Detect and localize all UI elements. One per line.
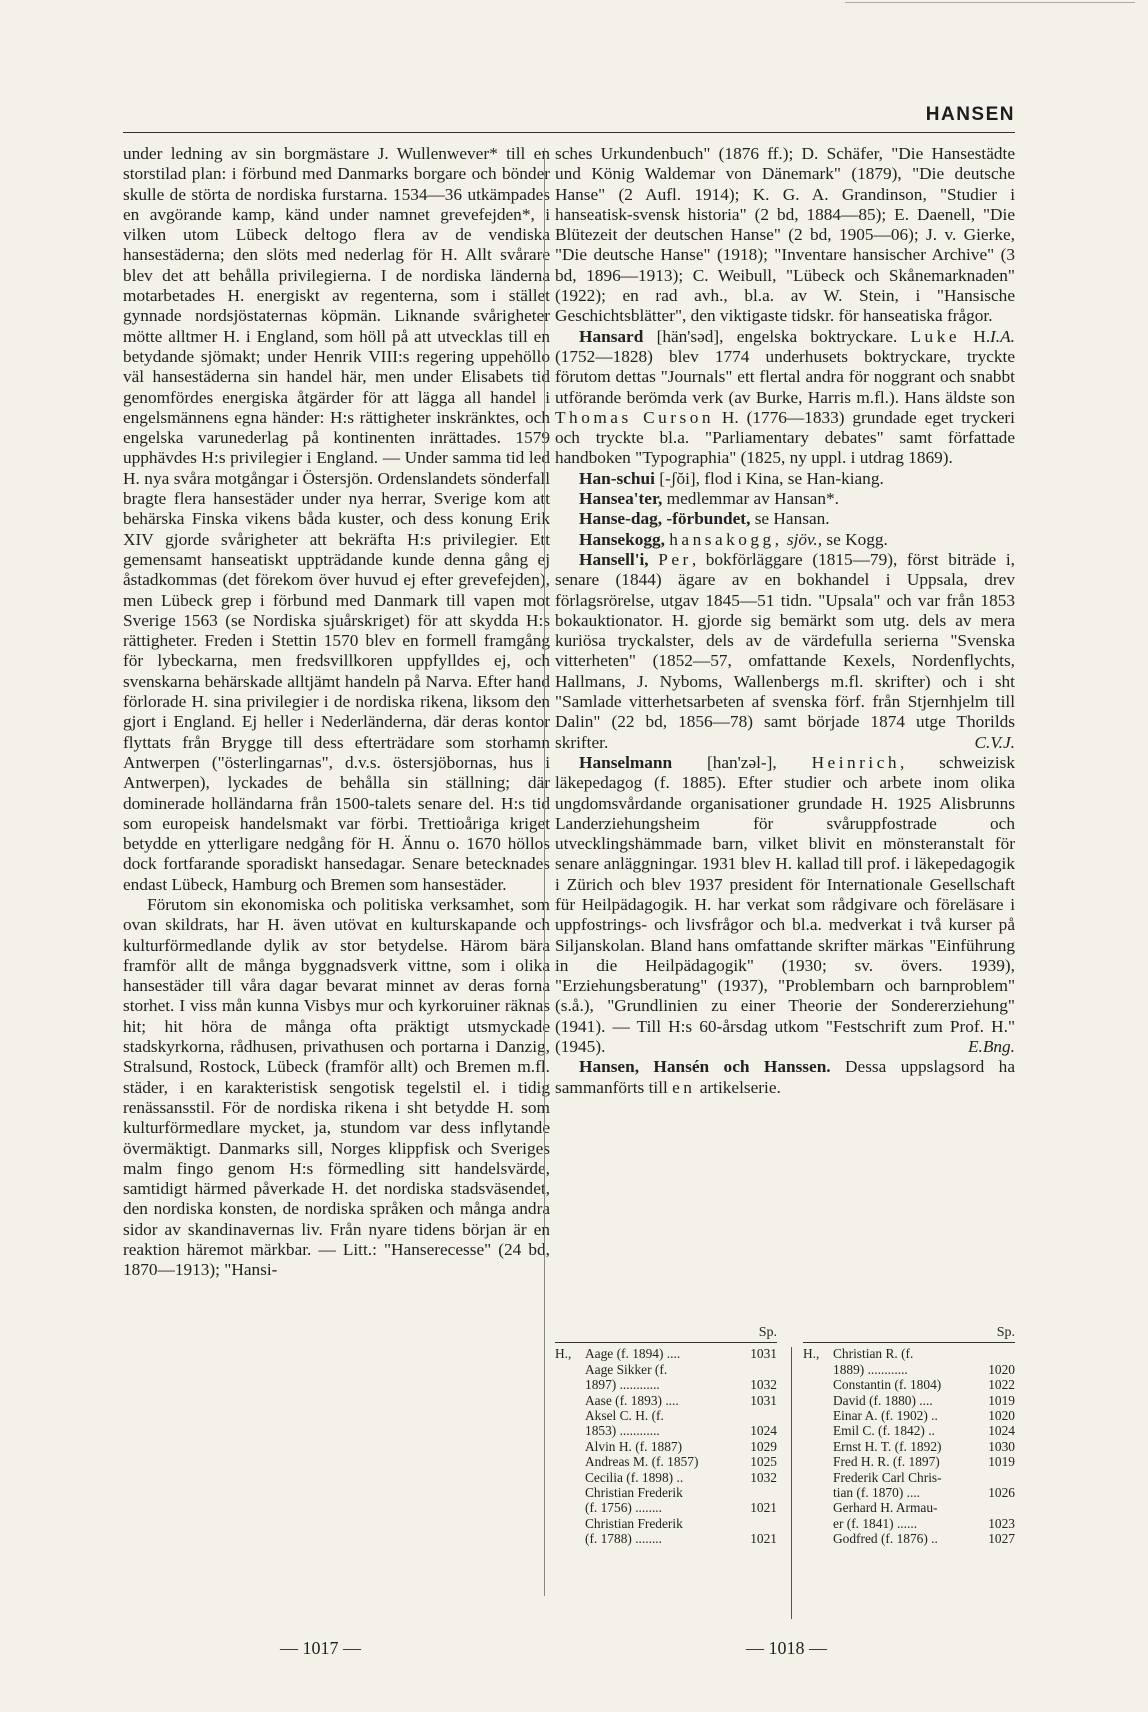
entry-hanselmann: Hanselmann [han'zəl-], Heinrich, schweizisk läkepedagog (f. 1885). Efter studier och arbete inom olika ungdomsvårdande organisationer grundade H. 1925 Alisbrunns Landerziehungsheim för svåruppfostrade och utvecklingshämmade barn, vilket blivit en mönsteranstalt för senare anläggningar. 1931 blev H. kallad till prof. i läkepedagogik i Zürich och blev 1937 president för Internationale Gesellschaft für Heilpädagogik. H. har verkat som rådgivare och föreläsare i uppfostrings- och livsfrågor och bl.a. medverkat i två kurser på Siljanskolan. Bland hans omfattande skrifter märkas "Einführung in die Heilpädagogik" (1930; sv. övers. 1939), "Erziehungsberatung" (1937), "Problembarn och barnproblem" (s.å.), "Grundlinien zu einer Theorie der Sondererziehung" (1941). — Till H:s 60-årsdag utkom "Festschrift zum Prof. H." (1945). E.Bng. <box>555 752 1016 1057</box>
index-entry: (f. 1756) ........ 1021 <box>585 1500 777 1516</box>
index-rule <box>555 1342 777 1343</box>
headword: Hanse-dag, -förbundet, <box>579 509 751 529</box>
headword: Hansen, Hansén och Hanssen. <box>579 1057 831 1077</box>
entry-hansan-continuation: sches Urkundenbuch" (1876 ff.); D. Schäfer, "Die Hansestädte und König Waldemar von Dänemark" (1879), "Die deutsche Hanse" (2 Aufl. 1914); K. G. A. Grandinson, "Studier i hanseatisk-svensk historia" (2 bd, 1884—85); E. Daenell, "Die Blütezeit der deutschen Hanse" (2 bd, 1905—06); J. v. Gierke, "Die deutsche Hanse" (1918); "Inventare hansischer Archive" (3 bd, 1896—1913); C. Weibull, "Lübeck och Skånemarknaden" (1922); en rad avh., bl.a. av W. Stein, i "Hansische Geschichtsblätter", den viktigaste tidskr. för hanseatiska frågor. I.A. <box>555 144 1015 346</box>
index-entry: tian (f. 1870) .... 1026 <box>833 1485 1015 1501</box>
index-column-header: Sp. <box>996 1325 1015 1340</box>
signature: E.Bng. <box>967 1037 1015 1057</box>
index-entry: Christian R. (f. <box>833 1346 914 1362</box>
index-entry: David (f. 1880) .... 1019 <box>833 1392 1015 1408</box>
index-entry: Christian Frederik <box>585 1515 683 1531</box>
index-prefix: H., <box>555 1346 572 1362</box>
index-entry: er (f. 1841) ...... 1023 <box>833 1515 1015 1531</box>
signature: C.V.J. <box>974 732 1015 752</box>
headword: Han-schui <box>579 468 655 488</box>
index-list-a <box>585 1346 777 1546</box>
index-entry: Alvin H. (f. 1887) 1029 <box>585 1438 777 1454</box>
page-number-right: — 1018 — <box>746 1638 827 1658</box>
entry-hansard: Hansard [hän'səd], engelska boktryckare. Luke H. (1752—1828) blev 1774 underhusets boktryckare, tryckte förutom dettas "Journals" ett flertal andra för noggrant och snabbt utförande berömda verk (av Burke, Harris m.fl.). Hans äldste son Thomas Curson H. (1776—1833) grundade eget tryckeri och tryckte bl.a. "Parliamentary debates" samt författade handboken "Typographia" (1825, ny uppl. i utdrag 1869). <box>555 326 1015 468</box>
index-entry: 1853) ............ 1024 <box>585 1423 777 1439</box>
index-entry: Aage Sikker (f. <box>585 1361 668 1377</box>
index-entry: Emil C. (f. 1842) .. 1024 <box>833 1423 1015 1439</box>
headword: Hansell'i, <box>579 549 649 569</box>
entry-hanseater: Hansea'ter, medlemmar av Hansan*. <box>579 489 839 509</box>
headword: Hansea'ter, <box>579 489 663 509</box>
index-entry: Fred H. R. (f. 1897) 1019 <box>833 1454 1015 1470</box>
index-entry: Gerhard H. Armau- <box>833 1500 938 1516</box>
paragraph: under ledning av sin borgmästare J. Wullenwever* till en storstilad plan: i förbund med Danmarks borgare och bönder skulle de störta de nordiska furstarna. 1534—36 utkämpades en avgörande kamp, känd under namnet grevefejden*, i vilken utom Lübeck deltogo flera av de vendiska hansestäderna; den slöts med nederlag för H. Allt svårare blev det att behålla privilegierna. I de nordiska länderna motarbetades H. energiskt av regenterna, som i stället gynnade nordsjöstaternas köpmän. Liknande svårigheter mötte alltmer H. i England, som höll på att utvecklas till en betydande sjömakt; under Henrik VIII:s regering uppehöllo väl hansestäderna sin handel här, men under Elisabets tid genomfördes energiska åtgärder för att lägga all handel i engelsmännens egna händer: H:s rättigheter inskränktes, och engelska varunederlag på kontinenten inrättades. 1579 upphävdes H:s privilegier i England. — Under samma tid led H. nya svåra motgångar i Östersjön. Ordenslandets sönderfall bragte flera hansestäder under nya herrar, Sverige kom att behärska Finska vikens båda kuster, och dess konung Erik XIV gjorde svårigheter att bekräfta H:s privilegier. Ett gemensamt hanseatiskt uppträdande kunde denna gång ej åstadkommas (det förekom över huvud ej efter grevefejden), men Lübeck grep i förbund med Danmark till vapen mot Sverige 1563 (se Nordiska sjuårskriget) för att skydda H:s rättigheter. Freden i Stettin 1570 blev en formell framgång för lybeckarna, men fredsvillkoren uppfylldes ej, och svenskarna behärskade alltjämt handeln på Narva. Efter hand förlorade H. sina privilegier i de nordiska rikena, liksom den gjort i England. Ej heller i Nederländerna, där deras kontor flyttats från Brygge till dess efterträdare som storhamn Antwerpen ("österlingarnas", d.v.s. östersjöbornas, hus i Antwerpen), lyckades de behålla sin ställning; där dominerade holländarna från 1500-talets senare del. H:s tid som europeisk handelsmakt var förbi. Trettioåriga kriget betydde en ytterligare nedgång för H. Ännu o. 1670 höllos dock fortfarande sporadiskt hansedagar. Senare betecknades endast Lübeck, Hamburg och Bremen som hansestäder. <box>123 144 550 894</box>
entry-hansen: Hansen, Hansén och Hanssen. Dessa uppslagsord ha sammanförts till en artikelserie. <box>555 1057 1015 1097</box>
running-head: HANSEN <box>925 104 1015 125</box>
index-entry: Frederik Carl Chris- <box>833 1469 942 1485</box>
index-entry: 1889) ............ 1020 <box>833 1361 1015 1377</box>
right-column <box>555 144 1015 1098</box>
index-list-b <box>833 1346 1015 1546</box>
left-column <box>123 144 550 1281</box>
index-column-header: Sp. <box>758 1325 777 1340</box>
headword: Hansard <box>579 326 644 346</box>
entry-hansell: Hansell'i, Per, bokförläggare (1815—79), först biträde i, senare (1844) ägare av en bokhandel i Uppsala, drev förlagsrörelse, utgav 1845—51 tidn. "Upsala" och var från 1853 bokauktionator. H. gjorde sig bemärkt som utg. dels av mera kuriösa tryckalster, dels av de värdefulla serierna "Svenska vitterheten" (1852—57, omfattande Kexels, Nordenflychts, Hallmans, J. Nyboms, Wallenbergs m.fl. skrifter) och i sht "Samlade vitterhetsarbeten af svenska förf. från Stjernhjelm till Dalin" (22 bd, 1856—78) samt började 1874 utge Thorilds skrifter. C.V.J. <box>555 549 1015 752</box>
index-column-b <box>803 1325 1015 1547</box>
entry-hanse-dag: Hanse-dag, -förbundet, se Hansan. <box>579 509 830 529</box>
index-rule <box>803 1342 1015 1343</box>
headword: Hansekogg, <box>579 529 665 549</box>
header-rule <box>123 132 1015 133</box>
column-divider <box>544 148 545 1596</box>
index-prefix: H., <box>803 1346 820 1362</box>
index-entry: Ernst H. T. (f. 1892) 1030 <box>833 1438 1015 1454</box>
index-divider <box>791 1347 792 1619</box>
index-entry: Einar A. (f. 1902) .. 1020 <box>833 1408 1015 1424</box>
page-number-left: — 1017 — <box>280 1638 361 1658</box>
signature: I.A. <box>990 326 1015 346</box>
entry-han-schui: Han-schui [-ʃŏi], flod i Kina, se Han-kiang. <box>579 468 884 488</box>
index-entry: 1897) ............ 1032 <box>585 1377 777 1393</box>
index-column-a <box>555 1325 777 1547</box>
top-edge-rule <box>845 2 1135 3</box>
index-entry: Godfred (f. 1876) .. 1027 <box>833 1531 1015 1547</box>
index-entry: Christian Frederik <box>585 1485 683 1501</box>
index-entry: Andreas M. (f. 1857) 1025 <box>585 1454 777 1470</box>
entry-hansekogg: Hansekogg, hansakogg, sjöv., se Kogg. <box>579 529 888 549</box>
index-entry: Cecilia (f. 1898) .. 1032 <box>585 1469 777 1485</box>
index-entry: Aksel C. H. (f. <box>585 1408 664 1424</box>
paragraph: Förutom sin ekonomiska och politiska verksamhet, som ovan skildrats, har H. även utövat en kulturskapande och kulturförmedlande dylik av stor betydelse. Härom bära framför allt de många byggnadsverk vittne, som i olika hansestäder till våra dagar bevarat minnet av deras forna storhet. I viss mån kunna Visbys mur och kyrkoruiner räknas hit; hit höra de många ofta präktigt utsmyckade stadskyrkorna, rådhusen, privathusen och portarna i Danzig, Stralsund, Rostock, Lübeck (framför allt) och Bremen m.fl. städer, i en karakteristisk sengotisk tegelstil el. i tidig renässansstil. För de nordiska rikena i sht betydde H. som kulturförmedlare mycket, ja, stundom var dess inflytande övermäktigt. Danmarks sill, Norges klippfisk och Sveriges malm fingo genom H:s förmedling sitt handelsvärde, samtidigt härmed påverkade H. det nordiska stadsväsendet, den nordiska konsten, de nordiska språken och många andra sidor av skandinavernas liv. Från nyare tidens början är en reaktion häremot märkbar. — Litt.: "Hanserecesse" (24 bd, 1870—1913); "Hansi- <box>123 894 550 1280</box>
index-entry: Aase (f. 1893) .... 1031 <box>585 1392 777 1408</box>
index-entry: (f. 1788) ........ 1021 <box>585 1531 777 1547</box>
index-entry: Constantin (f. 1804) 1022 <box>833 1377 1015 1393</box>
index-entry: Aage (f. 1894) .... 1031 <box>585 1346 777 1362</box>
headword: Hanselmann <box>579 752 673 772</box>
